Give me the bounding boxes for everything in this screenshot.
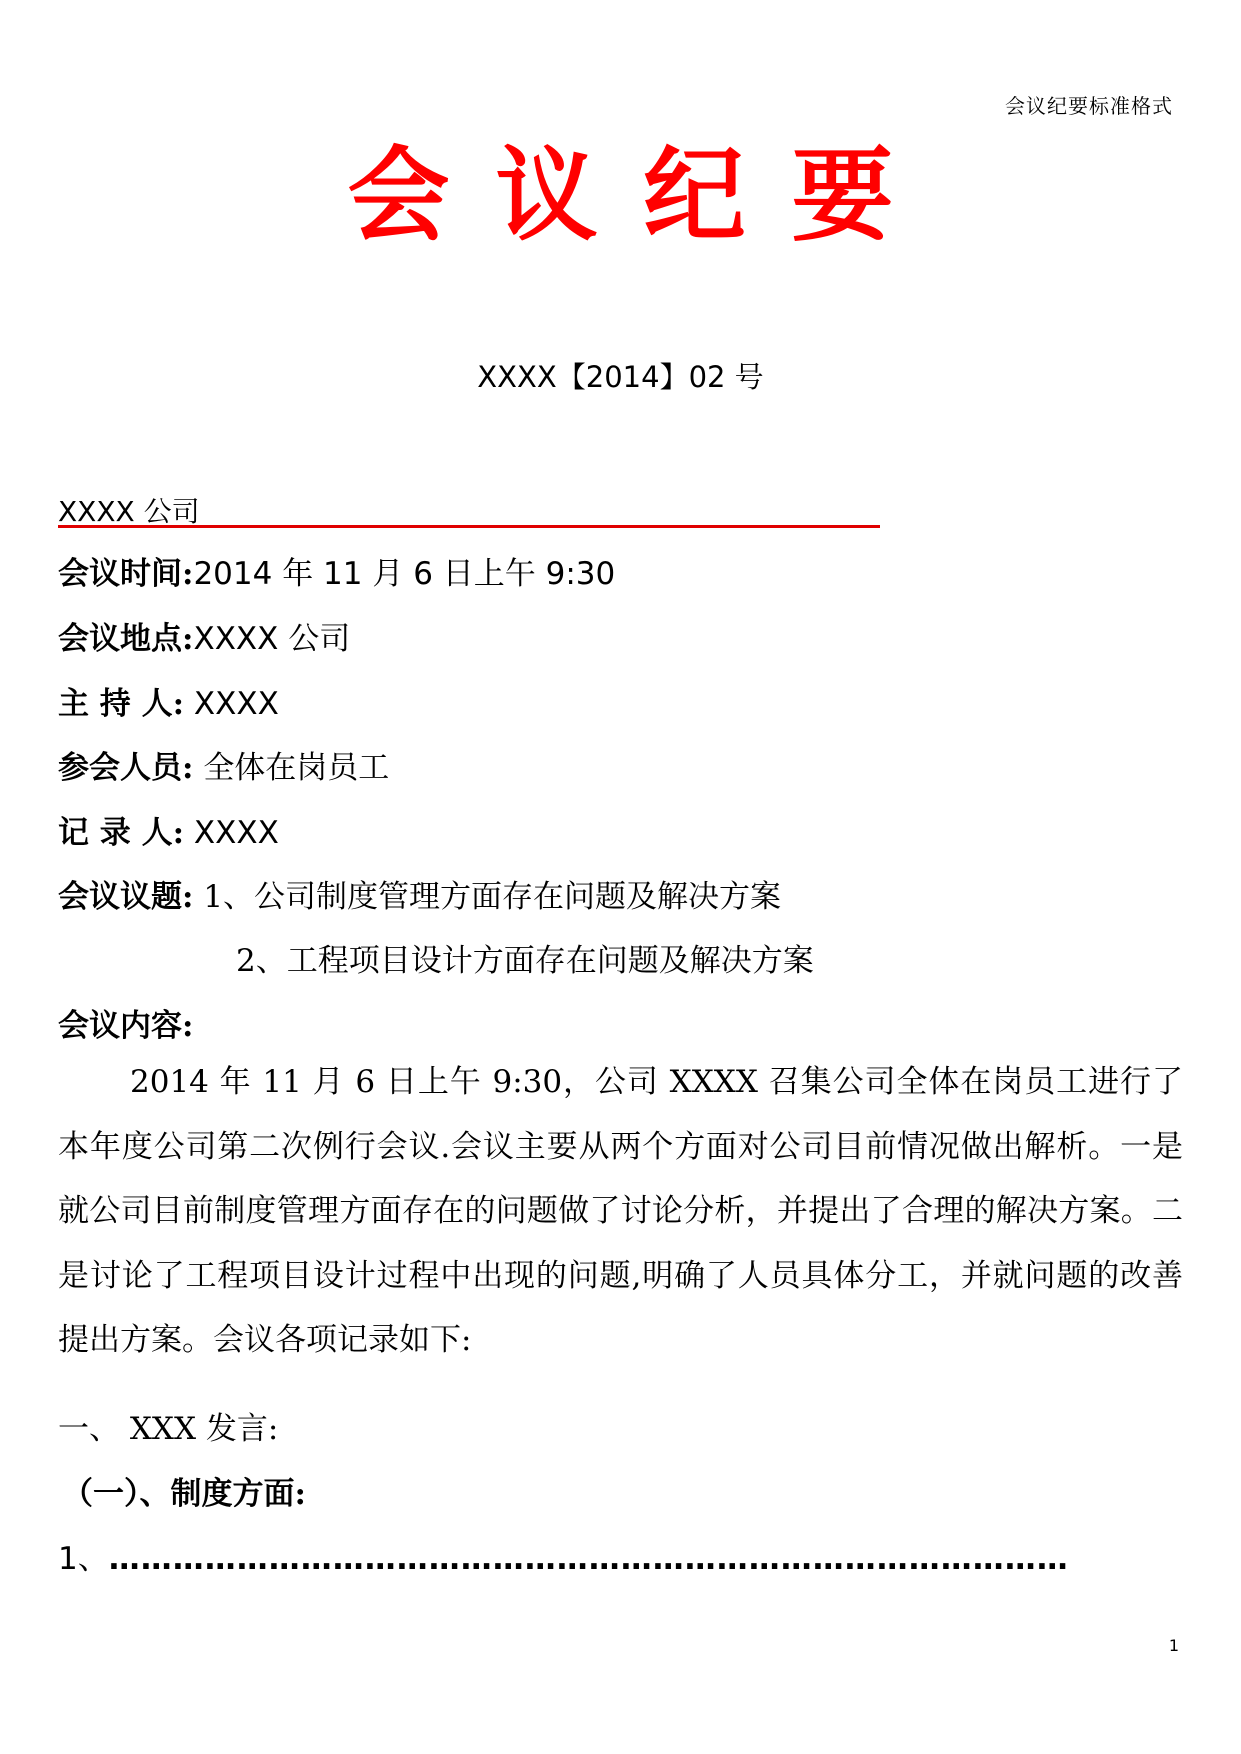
recorder-label: 记 录 人: <box>58 815 185 851</box>
recorder-row <box>58 807 279 852</box>
document-number: XXXX【2014】02 号 <box>477 360 764 394</box>
attendees-label: 参会人员: <box>58 750 194 786</box>
content-label-row <box>58 1000 193 1045</box>
issuing-company: XXXX 公司 <box>58 495 200 528</box>
topic-item-2-row <box>236 935 814 980</box>
running-header: 会议纪要标准格式 <box>1005 94 1173 118</box>
host-row <box>58 678 279 723</box>
host-value: XXXX <box>193 686 279 722</box>
topic-item-2: 2、工程项目设计方面存在问题及解决方案 <box>236 943 814 979</box>
attendees-row <box>58 742 389 787</box>
meeting-place-label: 会议地点: <box>58 621 194 657</box>
topics-label: 会议议题: <box>58 879 194 915</box>
meeting-time-label: 会议时间: <box>58 556 194 592</box>
page-number: 1 <box>1168 1636 1179 1655</box>
content-paragraph: 2014 年 11 月 6 日上午 9:30，公司 XXXX 召集公司全体在岗员工进行了本年度公司第二次例行会议.会议主要从两个方面对公司目前情况做出解析。一是就公司目前制度管理方面存在的问题做了讨论分析，并提出了合理的解决方案。二是讨论了工程项目设计过程中出现的问题,明确了人员具体分工，并就问题的改善提出方案。会议各项记录如下: <box>58 1064 1183 1358</box>
recorder-value: XXXX <box>193 815 279 851</box>
meeting-place-value: XXXX 公司 <box>193 621 351 657</box>
dotted-leader: ……………………………………………………………………………… <box>108 1541 1069 1577</box>
document-title: 会议纪要 <box>347 136 940 256</box>
section-heading-text: 一、 XXX 发言: <box>58 1411 279 1447</box>
meeting-time-value: 2014 年 11 月 6 日上午 9:30 <box>193 556 616 592</box>
meeting-place-row <box>58 613 350 658</box>
red-divider-line <box>58 525 880 528</box>
subsection-heading-text: （一）、制度方面: <box>62 1476 306 1512</box>
content-label: 会议内容: <box>58 1008 194 1044</box>
topics-row <box>58 871 781 916</box>
section-heading-1 <box>58 1403 278 1448</box>
list-item-1 <box>58 1533 1069 1578</box>
attendees-value: 全体在岗员工 <box>203 750 390 786</box>
topic-item-1: 1、公司制度管理方面存在问题及解决方案 <box>203 879 782 915</box>
list-item-number: 1、 <box>58 1541 109 1577</box>
meeting-time-row <box>58 548 615 593</box>
host-label: 主 持 人: <box>58 686 185 722</box>
subsection-heading-1 <box>62 1468 306 1513</box>
